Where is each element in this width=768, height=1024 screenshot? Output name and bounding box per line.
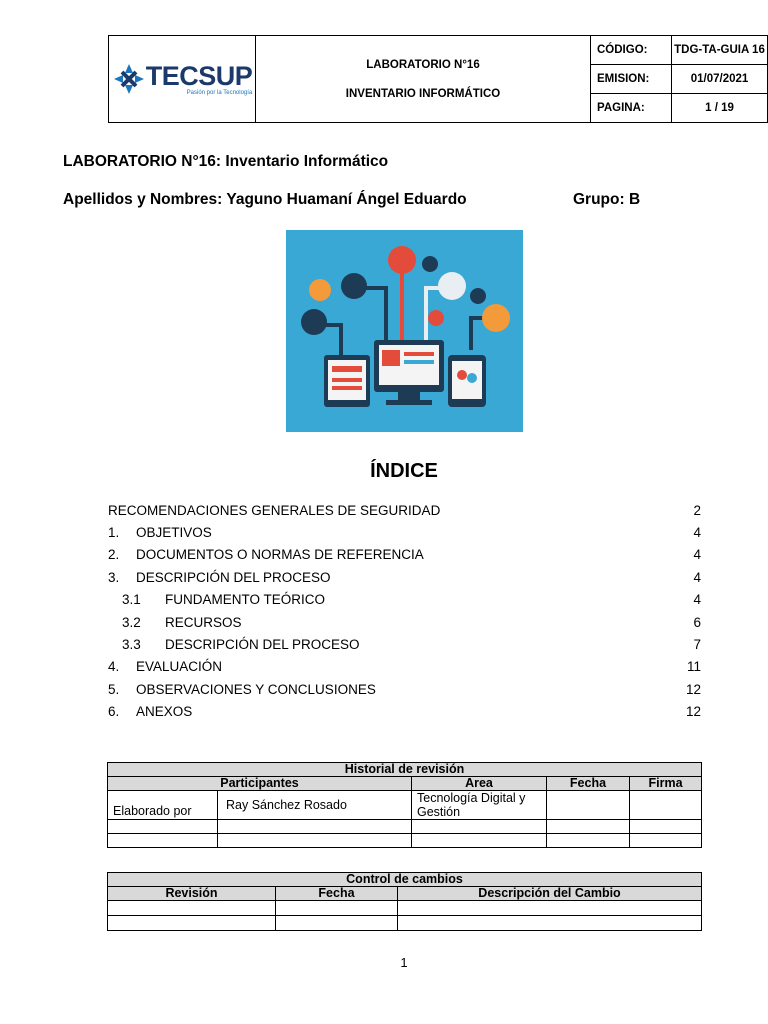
toc-item[interactable]: [108, 525, 701, 545]
toc-item-page: 7: [693, 637, 701, 652]
lab-title: LABORATORIO N°16: Inventario Informático: [63, 153, 389, 170]
empty-cell: [412, 834, 547, 848]
toc-item[interactable]: [108, 682, 701, 702]
toc-item-number: 6.: [108, 704, 120, 719]
toc-item-page: 6: [693, 615, 701, 630]
header-title-cell: [256, 36, 591, 123]
revision-table-title: Historial de revisión: [108, 763, 702, 777]
empty-cell: [630, 820, 702, 834]
page-number: 1: [400, 955, 408, 970]
group-label: Grupo: B: [573, 191, 641, 208]
empty-cell: [630, 834, 702, 848]
author-area: Tecnología Digital y Gestión: [412, 791, 547, 820]
toc-item[interactable]: [108, 503, 701, 523]
toc-item-label: RECURSOS: [165, 615, 242, 630]
participants-header: Participantes: [108, 777, 412, 791]
author-date: [547, 791, 630, 820]
emision-value: 01/07/2021: [672, 65, 768, 94]
toc-item-label: FUNDAMENTO TEÓRICO: [165, 592, 326, 607]
revision-header: Revisión: [108, 887, 276, 901]
toc-item[interactable]: [108, 615, 701, 635]
area-header: Area: [412, 777, 547, 791]
toc-item-page: 4: [693, 592, 701, 607]
author-name: Ray Sánchez Rosado: [218, 791, 412, 820]
toc-item[interactable]: [108, 592, 701, 612]
index-title: ÍNDICE: [370, 460, 438, 482]
logo-cell: [109, 36, 256, 123]
toc-item[interactable]: [108, 570, 701, 590]
toc-item-number: 2.: [108, 547, 120, 562]
tecsup-logo-icon: [112, 62, 146, 96]
empty-cell: [108, 820, 218, 834]
fecha-header: Fecha: [547, 777, 630, 791]
empty-cell: [547, 834, 630, 848]
toc-item-page: 11: [686, 659, 701, 674]
revision-history-table: [107, 762, 702, 848]
toc-item-label: OBJETIVOS: [136, 525, 212, 540]
pagina-value: 1 / 19: [672, 94, 768, 123]
header-title-line1: LABORATORIO N°16: [366, 58, 480, 71]
toc-item-number: 3.: [108, 570, 120, 585]
empty-cell: [108, 901, 276, 916]
toc-item-page: 4: [693, 547, 701, 562]
toc-item-label: OBSERVACIONES Y CONCLUSIONES: [136, 682, 376, 697]
empty-cell: [547, 820, 630, 834]
toc-item-label: DESCRIPCIÓN DEL PROCESO: [165, 637, 360, 652]
toc-item[interactable]: [108, 659, 701, 679]
codigo-label: CÓDIGO:: [591, 36, 672, 65]
empty-cell: [398, 916, 702, 931]
author-signature: [630, 791, 702, 820]
toc-item[interactable]: [108, 704, 701, 724]
description-header: Descripción del Cambio: [398, 887, 702, 901]
toc-item-number: 3.2: [122, 615, 141, 630]
toc-item-page: 12: [685, 704, 701, 719]
logo-text: TECSUP: [145, 60, 253, 91]
toc-item-number: 3.3: [122, 637, 141, 652]
toc-item-label: DOCUMENTOS O NORMAS DE REFERENCIA: [136, 547, 424, 562]
toc-item-number: 5.: [108, 682, 120, 697]
toc-item[interactable]: [108, 547, 701, 567]
toc-item-label: RECOMENDACIONES GENERALES DE SEGURIDAD: [108, 503, 441, 518]
elaborado-por-label: Elaborado por: [108, 791, 218, 820]
emision-label: EMISION:: [591, 65, 672, 94]
date-header: Fecha: [276, 887, 398, 901]
toc-item-number: 4.: [108, 659, 120, 674]
change-control-table: [107, 872, 702, 931]
toc-item-page: 4: [693, 570, 701, 585]
pagina-label: PAGINA:: [591, 94, 672, 123]
empty-cell: [218, 820, 412, 834]
toc-item-page: 2: [693, 503, 701, 518]
student-name: Apellidos y Nombres: Yaguno Huamaní Ángel Eduardo: [63, 191, 467, 208]
change-table-title: Control de cambios: [108, 873, 702, 887]
toc-item-number: 1.: [108, 525, 120, 540]
logo-tagline: Pasión por la Tecnología: [186, 89, 253, 96]
firma-header: Firma: [630, 777, 702, 791]
toc-item-page: 4: [693, 525, 701, 540]
inventory-illustration: [286, 230, 523, 432]
toc-item-page: 12: [685, 682, 701, 697]
toc-item-label: DESCRIPCIÓN DEL PROCESO: [136, 570, 331, 585]
toc-item-label: ANEXOS: [136, 704, 193, 719]
empty-cell: [276, 916, 398, 931]
empty-cell: [218, 834, 412, 848]
toc-item[interactable]: [108, 637, 701, 657]
tecsup-logo: [109, 36, 255, 122]
empty-cell: [108, 916, 276, 931]
document-header: [108, 35, 768, 123]
empty-cell: [412, 820, 547, 834]
toc-item-label: EVALUACIÓN: [136, 659, 223, 674]
empty-cell: [398, 901, 702, 916]
empty-cell: [276, 901, 398, 916]
empty-cell: [108, 834, 218, 848]
codigo-value: TDG-TA-GUIA 16: [672, 36, 768, 65]
header-title-line2: INVENTARIO INFORMÁTICO: [345, 87, 501, 100]
toc-item-number: 3.1: [122, 592, 141, 607]
